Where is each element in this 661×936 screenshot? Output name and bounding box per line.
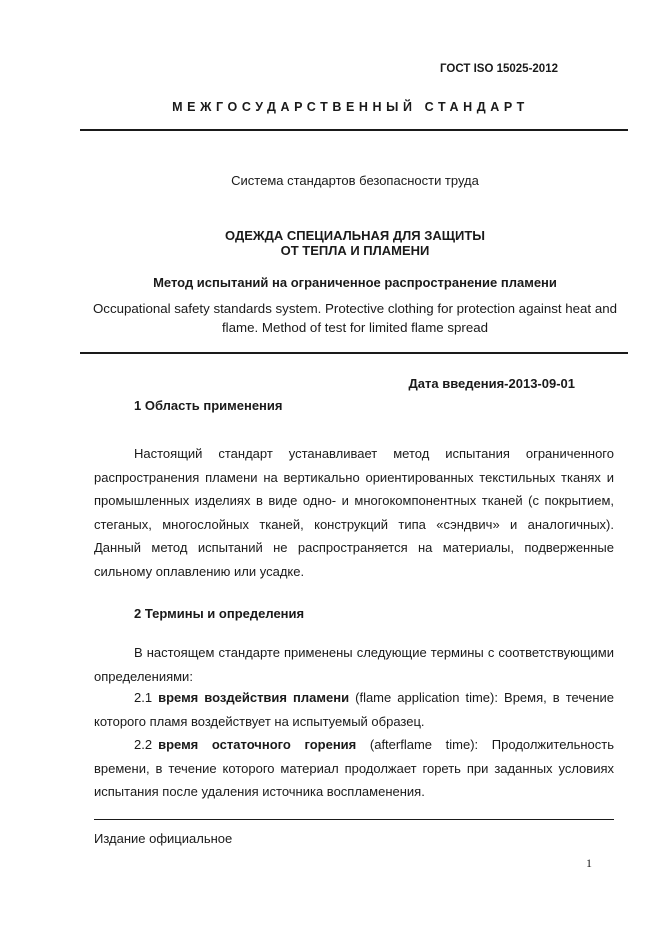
- footer-divider: [94, 819, 614, 820]
- term-2-1: [94, 686, 614, 733]
- title-line-2: ОТ ТЕПЛА И ПЛАМЕНИ: [280, 243, 430, 258]
- header-divider: [80, 129, 628, 131]
- section-1-paragraph: [94, 442, 614, 584]
- term-name: время воздействия пламени: [158, 690, 350, 705]
- section-2-intro: [94, 641, 614, 688]
- term-english: (flame application time):: [355, 690, 498, 705]
- term-number: 2.1: [134, 690, 153, 705]
- interstate-standard-label: МЕЖГОСУДАРСТВЕННЫЙ СТАНДАРТ: [172, 100, 529, 114]
- page-number: 1: [586, 856, 592, 870]
- term-name: время остаточного горения: [158, 737, 357, 752]
- introduction-date: Дата введения-2013-09-01: [408, 376, 575, 391]
- title-divider: [80, 352, 628, 354]
- term-definition: Время, в течение которого пламя воздействует на испытуемый образец.: [94, 690, 615, 729]
- term-number: 2.2: [134, 737, 153, 752]
- document-title: [0, 228, 661, 258]
- section-1-heading: 1 Область применения: [134, 398, 283, 413]
- term-definition: Продолжительность времени, в течение которого материал продолжает гореть при заданных условиях испытания после удаления источника воспламенения.: [94, 737, 614, 800]
- standards-system: Система стандартов безопасности труда: [231, 173, 479, 188]
- term-english: (afterflame time):: [369, 737, 479, 752]
- document-code: ГОСТ ISO 15025-2012: [440, 63, 558, 75]
- edition-label: Издание официальное: [94, 831, 233, 846]
- english-title: [80, 299, 630, 337]
- english-title-line-2: flame. Method of test for limited flame spread: [221, 320, 489, 335]
- title-line-1: ОДЕЖДА СПЕЦИАЛЬНАЯ ДЛЯ ЗАЩИТЫ: [225, 228, 485, 243]
- document-subtitle: Метод испытаний на ограниченное распространение пламени: [153, 275, 557, 290]
- section-2-intro-text: В настоящем стандарте применены следующие термины с соответствующими определениями:: [94, 645, 614, 684]
- term-2-2: [94, 733, 614, 804]
- section-1-text: Настоящий стандарт устанавливает метод испытания ограниченного распространения пламени на вертикально ориентированных текстильных тканях и промышленных изделиях в виде одно- и многокомпонентных тканей (с покрытием, стеганых, многослойных тканей, конструкций типа «сэндвич» и аналогичных). Данный метод испытаний не распространяется на материалы, подверженные сильному оплавлению или усадке.: [94, 446, 614, 579]
- section-2-heading: 2 Термины и определения: [134, 606, 305, 621]
- english-title-line-1: Occupational safety standards system. Protective clothing for protection against heat and: [92, 301, 618, 316]
